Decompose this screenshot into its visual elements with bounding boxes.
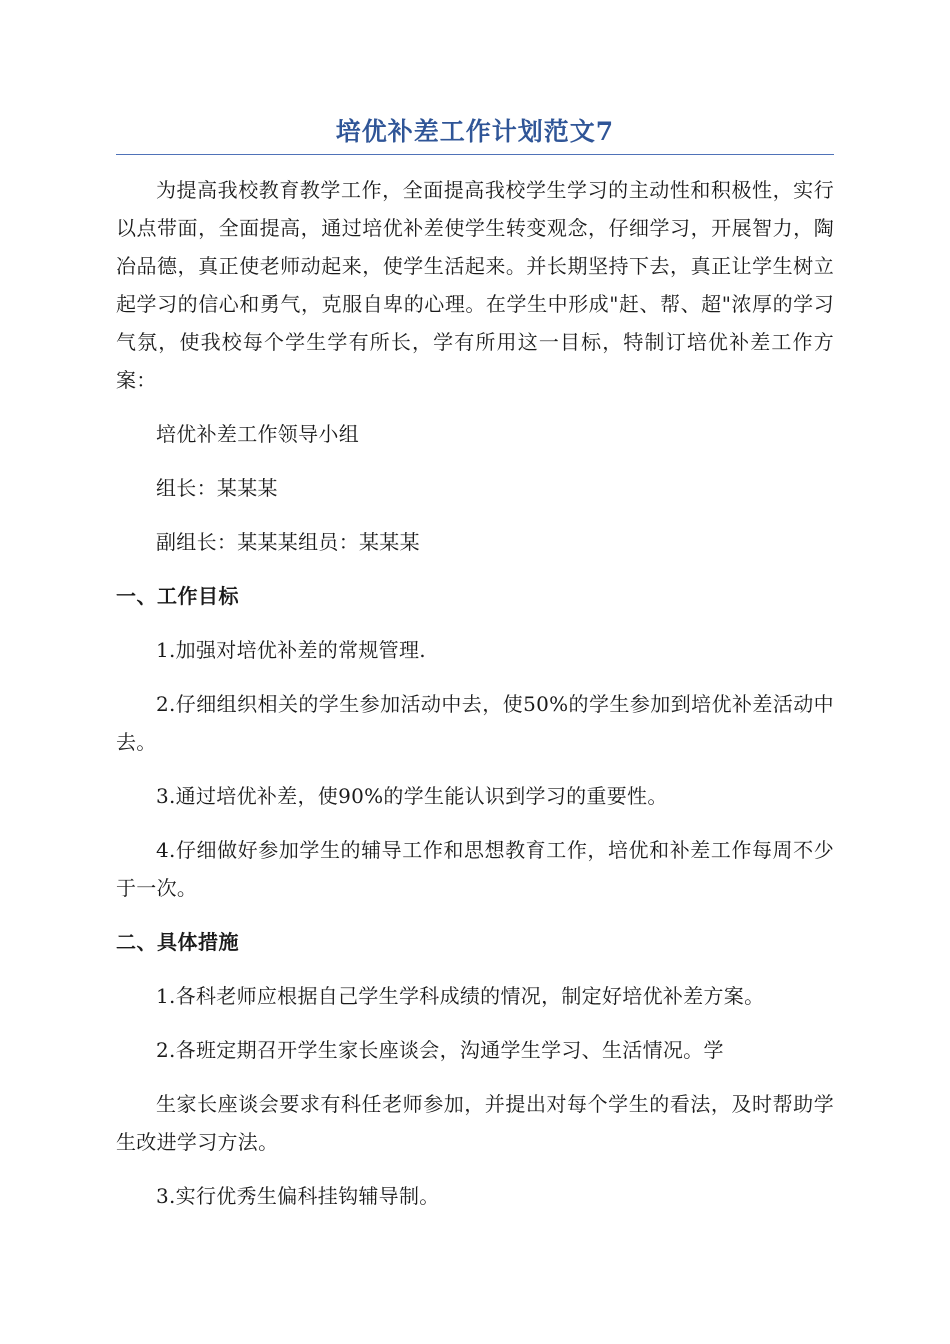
measure-item: 1.各科老师应根据自己学生学科成绩的情况，制定好培优补差方案。: [156, 984, 765, 1008]
document-page: [116, 112, 834, 1231]
leader-line: 组长：某某某: [156, 476, 278, 500]
measure-item: 2.各班定期召开学生家长座谈会，沟通学生学习、生活情况。学: [156, 1038, 724, 1062]
section-heading-goals: 一、工作目标: [116, 584, 239, 608]
goal-item: 2.仔细组织相关的学生参加活动中去，使50%的学生参加到培优补差活动中去。: [116, 692, 834, 754]
title-underline: [116, 154, 834, 155]
goal-item: 1.加强对培优补差的常规管理.: [156, 638, 426, 662]
group-heading: 培优补差工作领导小组: [156, 422, 359, 446]
measure-item: 3.实行优秀生偏科挂钩辅导制。: [156, 1184, 440, 1208]
deputy-line: 副组长：某某某组员：某某某: [156, 530, 420, 554]
document-title: 培优补差工作计划范文7: [335, 117, 615, 146]
goal-item: 3.通过培优补差，使90%的学生能认识到学习的重要性。: [156, 784, 668, 808]
goal-item: 4.仔细做好参加学生的辅导工作和思想教育工作，培优和补差工作每周不少于一次。: [116, 838, 834, 900]
intro-paragraph: 为提高我校教育教学工作，全面提高我校学生学习的主动性和积极性，实行以点带面，全面提高，通过培优补差使学生转变观念，仔细学习，开展智力，陶冶品德，真正使老师动起来，使学生活起来。并长期坚持下去，真正让学生树立起学习的信心和勇气，克服自卑的心理。在学生中形成"赶、帮、超"浓厚的学习气氛，使我校每个学生学有所长，学有所用这一目标，特制订培优补差工作方案：: [116, 178, 834, 392]
section-heading-measures: 二、具体措施: [116, 930, 239, 954]
measure-item: 生家长座谈会要求有科任老师参加，并提出对每个学生的看法，及时帮助学生改进学习方法。: [116, 1092, 834, 1154]
